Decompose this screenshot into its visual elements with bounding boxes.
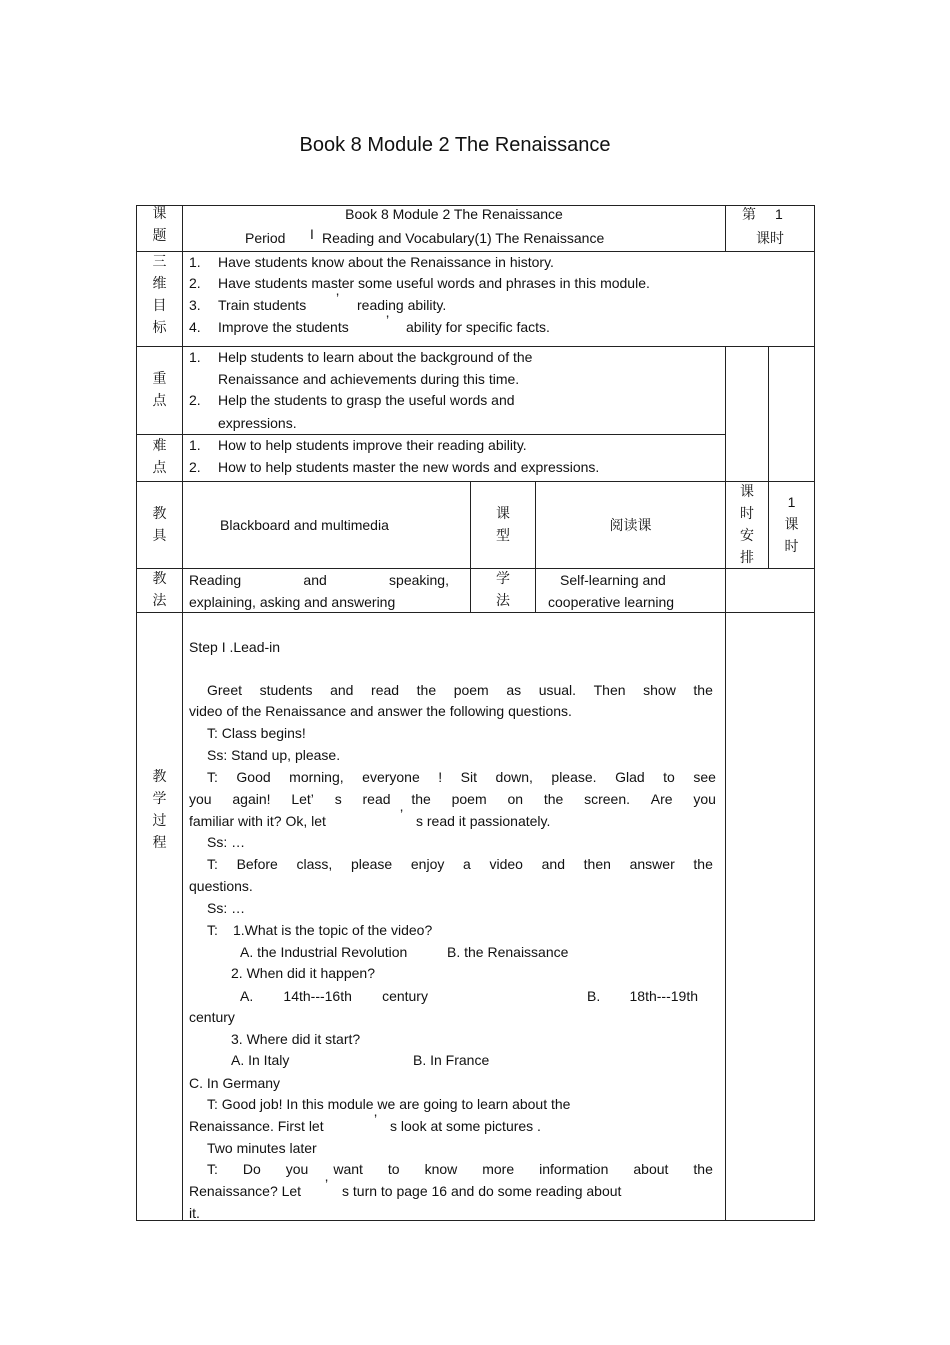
lesson-type-value: 阅读课 <box>609 517 652 533</box>
page-title: Book 8 Module 2 The Renaissance <box>299 134 611 156</box>
question: 3. Where did it start? <box>231 1031 361 1047</box>
list-item-number: 3. <box>189 297 201 313</box>
dialogue-line: familiar with it? Ok, let <box>189 813 326 829</box>
schedule-value: 1 课 时 <box>784 494 799 554</box>
topic-text: Book 8 Module 2 The Renaissance <box>345 206 563 222</box>
answer-option: A. In Italy <box>231 1052 290 1068</box>
methods-line-2: explaining, asking and answering <box>189 594 396 610</box>
dialogue-line: Ss: Stand up, please. <box>207 747 341 763</box>
schedule-label: 课 时 安 排 <box>740 483 754 565</box>
list-item-number: 2. <box>189 392 201 408</box>
list-item: Improve the students <box>218 319 349 335</box>
dialogue-line: Ss: … <box>207 900 246 916</box>
list-item: Renaissance and achievements during this time. <box>218 371 520 387</box>
tools-value: Blackboard and multimedia <box>220 517 389 533</box>
list-item-number: 1. <box>189 437 201 453</box>
lesson-number-label: 第 <box>742 206 756 222</box>
dialogue-line: Renaissance. First let <box>189 1118 324 1134</box>
dialogue-line: T: Class begins! <box>207 725 306 741</box>
methods-line-1: Reading and speaking, <box>189 572 449 588</box>
list-item-number: 2. <box>189 459 201 475</box>
list-item-number: 1. <box>189 349 201 365</box>
answer-option: A. 14th---16th century <box>240 988 428 1004</box>
study-methods-label: 学 法 <box>496 570 510 608</box>
objectives-label: 三 维 目 标 <box>152 253 167 335</box>
list-item: How to help students improve their reading ability. <box>218 437 527 453</box>
lesson-type-label: 课 型 <box>496 505 510 543</box>
dialogue-line: s look at some pictures . <box>390 1118 541 1134</box>
step-heading: Step I .Lead-in <box>189 639 281 655</box>
list-item-tail: ability for specific facts. <box>406 319 550 335</box>
methods-label: 教 法 <box>152 570 167 608</box>
apostrophe: ’ <box>400 806 404 822</box>
period-title: Reading and Vocabulary(1) The Renaissance <box>322 230 605 246</box>
dialogue-line: s read it passionately. <box>416 813 551 829</box>
dialogue-line: it. <box>189 1205 200 1221</box>
apostrophe: ’ <box>386 312 390 328</box>
dialogue-line: Two minutes later <box>207 1140 317 1156</box>
dialogue-line: T: Good morning, everyone ! Sit down, please. Glad to see <box>207 769 716 785</box>
answer-option: A. the Industrial Revolution <box>240 944 408 960</box>
study-methods-line-1: Self-learning and <box>560 572 666 588</box>
question: 1.What is the topic of the video? <box>233 922 433 938</box>
dialogue-line: Ss: … <box>207 834 246 850</box>
apostrophe: ’ <box>336 290 340 306</box>
list-item: Help students to learn about the background of the <box>218 349 533 365</box>
list-item: expressions. <box>218 415 297 431</box>
paragraph-line: video of the Renaissance and answer the following questions. <box>189 703 572 719</box>
dialogue-line: T: Do you want to know more information about the <box>207 1161 713 1177</box>
lesson-number-value: 1 <box>775 206 783 222</box>
list-item: Train students <box>218 297 307 313</box>
answer-option: B. the Renaissance <box>447 944 569 960</box>
question-prefix: T: <box>207 922 218 938</box>
answer-option: century <box>189 1009 235 1025</box>
paragraph-line: Greet students and read the poem as usual. Then show the <box>207 682 713 698</box>
dialogue-line: T: Good job! In this module we are going to learn about the <box>207 1096 571 1112</box>
dialogue-line: Renaissance? Let <box>189 1183 302 1199</box>
dialogue-line: T: Before class, please enjoy a video and then answer the <box>207 856 713 872</box>
question: 2. When did it happen? <box>231 965 375 981</box>
dialogue-line: questions. <box>189 878 253 894</box>
apostrophe: ’ <box>374 1111 378 1127</box>
answer-option: B. 18th---19th <box>587 988 698 1004</box>
list-item: Have students know about the Renaissance in history. <box>218 254 554 270</box>
list-item: How to help students master the new words and expressions. <box>218 459 600 475</box>
lesson-unit: 课时 <box>756 230 784 246</box>
list-item-tail: reading ability. <box>357 297 447 313</box>
period-label: Period <box>245 230 286 246</box>
tools-label: 教 具 <box>152 505 167 543</box>
difficulties-label: 难 点 <box>152 437 167 475</box>
list-item-number: 4. <box>189 319 201 335</box>
answer-option: C. In Germany <box>189 1075 281 1091</box>
dialogue-line: s turn to page 16 and do some reading about <box>342 1183 622 1199</box>
answer-option: B. In France <box>413 1052 490 1068</box>
dialogue-line: you again! Let’ s read the poem on the screen. Are you <box>189 791 716 807</box>
study-methods-line-2: cooperative learning <box>548 594 675 610</box>
list-item: Help the students to grasp the useful words and <box>218 392 515 408</box>
period-numeral: Ⅰ <box>310 227 314 242</box>
process-label: 教 学 过 程 <box>152 768 167 850</box>
list-item-number: 1. <box>189 254 201 270</box>
apostrophe: ’ <box>325 1176 329 1192</box>
list-item-number: 2. <box>189 275 201 291</box>
list-item: Have students master some useful words and phrases in this module. <box>218 275 650 291</box>
key-points-label: 重 点 <box>152 370 167 408</box>
lesson-title-label: 课 题 <box>152 205 167 243</box>
